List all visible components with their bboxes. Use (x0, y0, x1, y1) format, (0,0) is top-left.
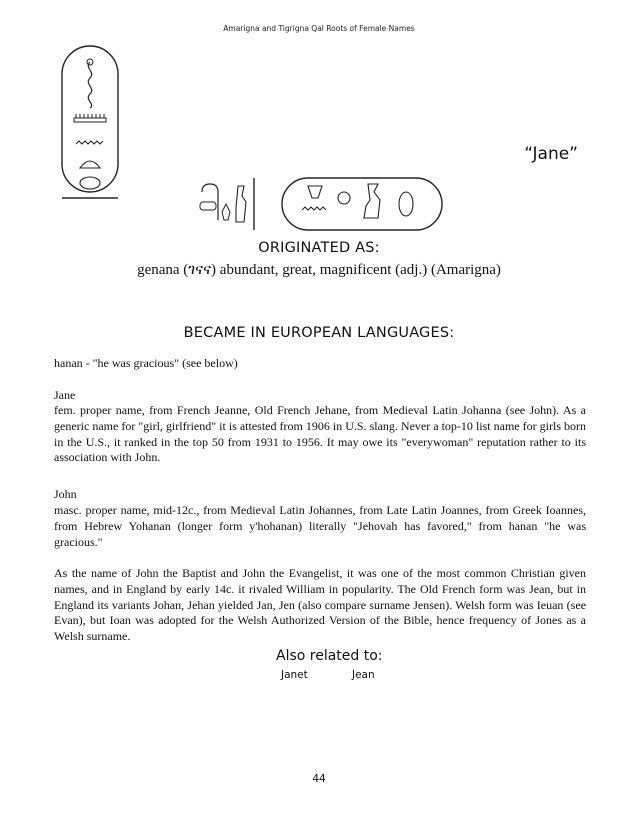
running-header: Amarigna and Tigrigna Qal Roots of Female Names (223, 24, 415, 33)
european-heading: BECAME IN EUROPEAN LANGUAGES: (183, 325, 455, 341)
name-title: “Jane” (524, 144, 578, 164)
page-number: 44 (312, 773, 326, 785)
john-history-paragraph: As the name of John the Baptist and John the Evangelist, it was one of the most common Christian given names, and in England by early 14c. it rivaled William in popularity. The Old French form was Jean, but in England its variants Johan, Jehan yielded Jan, Jen (also compare surname Jensen). Welsh form was Ieuan (see Evan), but Ioan was adopted for the Welsh Authorized Version of the Bible, hence frequency of Jones as a Welsh surname. (54, 566, 586, 644)
related-item-janet: Janet (281, 669, 308, 681)
hanan-paragraph: hanan - "he was gracious" (see below) (54, 356, 238, 370)
related-item-jean: Jean (352, 669, 375, 681)
related-heading: Also related to: (276, 648, 383, 664)
john-term: John (54, 487, 77, 501)
originated-text: genana (ገናና) abundant, great, magnificent (adj.) (Amarigna) (137, 262, 501, 278)
originated-heading: ORIGINATED AS: (258, 240, 380, 256)
jane-term: Jane (54, 388, 76, 402)
vertical-cartouche-image (60, 44, 120, 204)
horizontal-cartouche-image (196, 174, 448, 234)
john-definition: masc. proper name, mid-12c., from Medieval Latin Johannes, from Late Latin Joannes, from Greek Ioannes, from Hebrew Yohanan (longer form y'hohanan) literally "Jehovah has favored," from hanan "he was gracious." (54, 503, 586, 549)
jane-definition: fem. proper name, from French Jeanne, Old French Jehane, from Medieval Latin Johanna (see John). As a generic name for "girl, girlfriend" it is attested from 1906 in U.S. slang. Never a top-10 list name for girls born in the U.S., it ranked in the top 50 from 1931 to 1956. It may owe its "everywoman" reputation rather to its association with John. (54, 403, 586, 465)
